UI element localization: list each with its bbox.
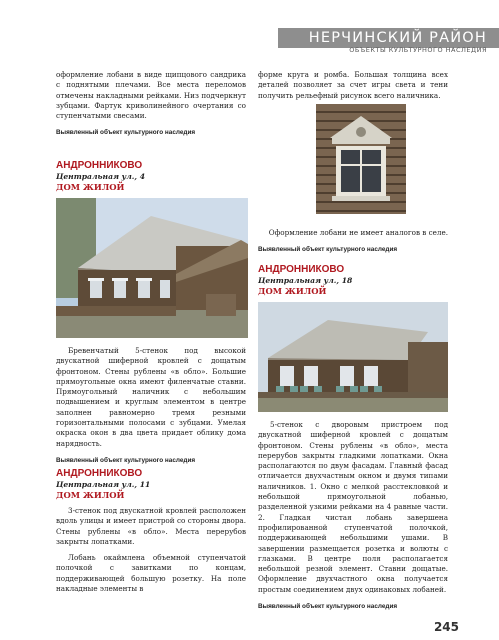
- entry-header-11: [56, 468, 246, 501]
- window-detail-image: [316, 104, 406, 214]
- right-column: [258, 70, 448, 107]
- entry-street: Центральная ул., 18: [258, 276, 353, 285]
- entry-text-4: Бревенчатый 5-стенок под высокой двускатной шиферной кровлей с дощатым фронтоном. Стены рублены «в обло». Большие прямоугольные окна имеют филенчатые ставни. Прямоугольный наличник с небольшим подвышением и круглым элементом в центре заполнен равномерно тремя резными горизонтальными полосами с зубцами. Умелая окраска окон в два цвета придает облику дома нарядность.: [56, 346, 246, 448]
- page-header: [0, 0, 499, 52]
- entry-text-18-block: [258, 420, 448, 610]
- right-caption-block: [258, 222, 448, 253]
- page-number: 245: [433, 620, 459, 634]
- entry-place: АНДРОННИКОВО: [56, 160, 143, 171]
- entry-street: Центральная ул., 11: [56, 480, 151, 489]
- entry-type: ДОМ ЖИЛОЙ: [56, 182, 125, 192]
- heritage-note: Выявленный объект культурного наследия: [258, 246, 398, 253]
- photo-house-4: [56, 198, 248, 338]
- photo-window-detail: [316, 104, 406, 214]
- entry-text-11-b: Лобань окаймлена объемной ступенчатой полочкой с завитками по концам, поддерживающей большую розетку. На поле накладные элементы в: [56, 553, 246, 594]
- house-18-image: [258, 302, 448, 412]
- entry-place: АНДРОННИКОВО: [258, 264, 345, 275]
- heritage-note: Выявленный объект культурного наследия: [258, 603, 398, 611]
- entry-type: ДОМ ЖИЛОЙ: [56, 490, 125, 500]
- entry-text-11-block: [56, 506, 246, 600]
- left-intro-text: оформление лобани в виде щипцового сандрика с поднятыми плечами. Все места переломов отмечены накладными рейками. Низ подчеркнут зубцами. Фартук криволинейного очертания со ступенчатыми свесами.: [56, 70, 246, 121]
- entry-text-4-block: [56, 346, 246, 464]
- heritage-note: Выявленный объект культурного наследия: [56, 129, 196, 137]
- left-column: [56, 70, 246, 136]
- photo-caption: Оформление лобани не имеет аналогов в селе.: [268, 228, 448, 237]
- entry-type: ДОМ ЖИЛОЙ: [258, 286, 327, 296]
- entry-place: АНДРОННИКОВО: [56, 468, 143, 479]
- entry-text-11-a: 3-стенок под двускатной кровлей расположен вдоль улицы и имеет пристрой со стороны двора. Стены рублены «в обло». Места перерубов закрыты лопатками.: [56, 506, 246, 546]
- entry-header-4: [56, 160, 246, 193]
- header-subtitle: ОБЪЕКТЫ КУЛЬТУРНОГО НАСЛЕДИЯ: [349, 46, 487, 54]
- entry-street: Центральная ул., 4: [56, 172, 145, 181]
- photo-house-18: [258, 302, 448, 412]
- heritage-note: Выявленный объект культурного наследия: [56, 456, 196, 464]
- entry-text-18: 5-стенок с дворовым пристроем под двускатной шиферной кровлей с дощатым фронтоном. Стены рублены «в обло», места перерубов закрыты гладкими лопатками. Окна располагаются по двум фасадам. Главный фасад отличается двухчастным окном и двумя типами наличников. 1. Окно с мелкой расстекловкой и небольшой прямоугольной лобанью, разделенной узкими рейками на 4 равные части. 2. Гладкая чистая лобань завершена профилированной ступенчатой полочкой, поддерживающей небольшими ушами. В завершении размещается розетка и волюты с глазками. В центре поля располагается небольшой резной элемент. Ставни дощатые. Оформление двухчастного окна получается простым соединением двух одинаковых лобаней.: [258, 420, 448, 594]
- right-intro-text: форме круга и ромба. Большая толщина всех деталей позволяет за счет игры света и тени получить рельефный рисунок всего наличника.: [258, 70, 448, 100]
- header-title: НЕРЧИНСКИЙ РАЙОН: [308, 30, 487, 46]
- house-4-image: [56, 198, 248, 338]
- entry-header-18: [258, 264, 448, 297]
